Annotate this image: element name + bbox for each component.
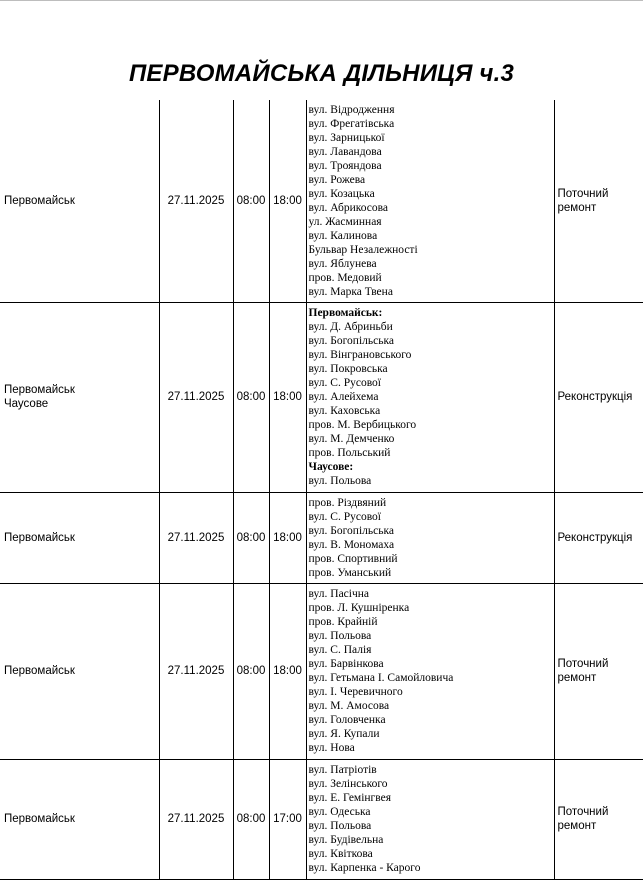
settlement-name: Первомайськ	[4, 194, 159, 208]
street-name: вул. Карпенка - Карого	[309, 861, 554, 875]
top-border	[0, 0, 643, 1]
street-name: вул. Каховська	[309, 404, 554, 418]
date-cell: 27.11.2025	[159, 302, 233, 492]
street-name: вул. Польова	[309, 474, 554, 488]
street-name: вул. І. Черевичного	[309, 685, 554, 699]
street-name: вул. Польова	[309, 819, 554, 833]
work-type-cell	[554, 492, 643, 583]
street-name: пров. Уманський	[309, 566, 554, 580]
work-type-cell	[554, 759, 643, 879]
street-name: вул. Одеська	[309, 805, 554, 819]
work-type-label: Поточний	[558, 657, 643, 671]
street-name: вул. С. Русової	[309, 510, 554, 524]
work-type-label: ремонт	[558, 201, 643, 215]
settlement-cell	[0, 302, 159, 492]
settlement-heading: Первомайськ:	[309, 306, 554, 320]
street-name: вул. Абрикосова	[309, 201, 554, 215]
street-name: вул. Фрегатівська	[309, 117, 554, 131]
street-name: пров. Польський	[309, 446, 554, 460]
street-name: пров. Різдвяний	[309, 496, 554, 510]
work-type-cell	[554, 100, 643, 302]
streets-cell	[306, 583, 554, 759]
street-name: вул. Марка Твена	[309, 285, 554, 299]
street-name: пров. Л. Кушніренка	[309, 601, 554, 615]
street-name: вул. Козацька	[309, 187, 554, 201]
street-name: вул. Рожева	[309, 173, 554, 187]
street-name: вул. Вінграновського	[309, 348, 554, 362]
start-time-cell: 08:00	[233, 100, 269, 302]
start-time-cell: 08:00	[233, 583, 269, 759]
street-name: вул. Зелінського	[309, 777, 554, 791]
date-cell: 27.11.2025	[159, 492, 233, 583]
end-time-cell: 18:00	[269, 100, 306, 302]
end-time-cell: 18:00	[269, 492, 306, 583]
street-name: вул. В. Мономаха	[309, 538, 554, 552]
schedule-row	[0, 492, 643, 583]
work-type-label: Поточний	[558, 805, 643, 819]
street-name: вул. С. Палія	[309, 643, 554, 657]
street-name: вул. М. Амосова	[309, 699, 554, 713]
schedule-row	[0, 100, 643, 302]
street-name: пров. Спортивний	[309, 552, 554, 566]
settlement-name: Первомайськ	[4, 531, 159, 545]
street-name: вул. Богопільська	[309, 524, 554, 538]
street-name: вул. Яблунева	[309, 257, 554, 271]
street-name: вул. С. Русової	[309, 376, 554, 390]
schedule-row	[0, 759, 643, 879]
work-type-label: Реконструкція	[558, 531, 643, 545]
street-name: вул. Нова	[309, 741, 554, 755]
street-name: вул. Я. Купали	[309, 727, 554, 741]
street-name: вул. Відродження	[309, 103, 554, 117]
street-name: вул. Зарницької	[309, 131, 554, 145]
settlement-cell	[0, 100, 159, 302]
settlement-name: Чаусове	[4, 397, 159, 411]
work-type-label: Поточний	[558, 187, 643, 201]
start-time-cell: 08:00	[233, 492, 269, 583]
start-time-cell: 08:00	[233, 759, 269, 879]
street-name: вул. Патріотів	[309, 763, 554, 777]
end-time-cell: 18:00	[269, 302, 306, 492]
work-type-label: ремонт	[558, 819, 643, 833]
outage-schedule-table	[0, 100, 643, 880]
street-name: вул. Е. Гемінгвея	[309, 791, 554, 805]
street-name: пров. Медовий	[309, 271, 554, 285]
end-time-cell: 18:00	[269, 583, 306, 759]
street-name: пров. М. Вербицького	[309, 418, 554, 432]
street-name: вул. Польова	[309, 629, 554, 643]
date-cell: 27.11.2025	[159, 759, 233, 879]
street-name: вул. Покровська	[309, 362, 554, 376]
street-name: вул. Будівельна	[309, 833, 554, 847]
settlement-cell	[0, 492, 159, 583]
work-type-cell	[554, 583, 643, 759]
street-name: вул. Гетьмана І. Самойловича	[309, 671, 554, 685]
work-type-label: ремонт	[558, 671, 643, 685]
page-title: ПЕРВОМАЙСЬКА ДІЛЬНИЦЯ ч.3	[0, 60, 643, 88]
date-cell: 27.11.2025	[159, 583, 233, 759]
settlement-name: Первомайськ	[4, 664, 159, 678]
settlement-name: Первомайськ	[4, 383, 159, 397]
settlement-name: Первомайськ	[4, 812, 159, 826]
settlement-cell	[0, 583, 159, 759]
street-name: вул. Лавандова	[309, 145, 554, 159]
street-name: вул. Барвінкова	[309, 657, 554, 671]
street-name: вул. Алейхема	[309, 390, 554, 404]
work-type-cell	[554, 302, 643, 492]
streets-cell	[306, 492, 554, 583]
schedule-body	[0, 100, 643, 879]
street-name: вул. М. Демченко	[309, 432, 554, 446]
schedule-row	[0, 583, 643, 759]
street-name: вул. Д. Абриньби	[309, 320, 554, 334]
start-time-cell: 08:00	[233, 302, 269, 492]
street-name: вул. Квіткова	[309, 847, 554, 861]
settlement-cell	[0, 759, 159, 879]
street-name: вул. Богопільська	[309, 334, 554, 348]
schedule-row	[0, 302, 643, 492]
end-time-cell: 17:00	[269, 759, 306, 879]
street-name: вул. Калинова	[309, 229, 554, 243]
street-name: ул. Жасминная	[309, 215, 554, 229]
date-cell: 27.11.2025	[159, 100, 233, 302]
street-name: вул. Головченка	[309, 713, 554, 727]
streets-cell	[306, 759, 554, 879]
street-name: пров. Крайній	[309, 615, 554, 629]
streets-cell	[306, 100, 554, 302]
settlement-heading: Чаусове:	[309, 460, 554, 474]
street-name: Бульвар Незалежності	[309, 243, 554, 257]
street-name: вул. Трояндова	[309, 159, 554, 173]
streets-cell	[306, 302, 554, 492]
work-type-label: Реконструкція	[558, 390, 643, 404]
street-name: вул. Пасічна	[309, 587, 554, 601]
